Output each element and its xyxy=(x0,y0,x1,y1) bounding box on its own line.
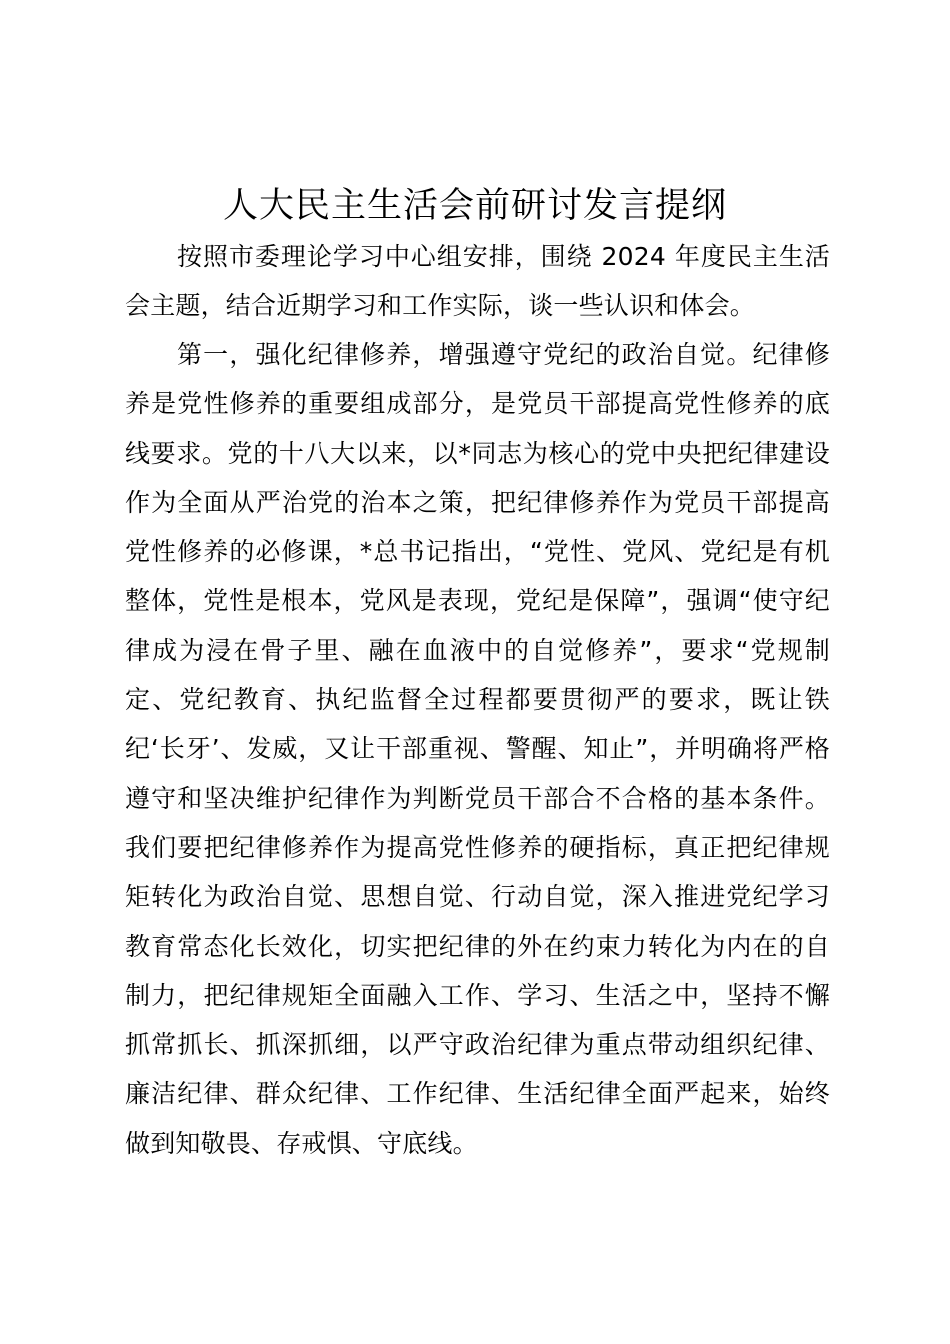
paragraph-intro: 按照市委理论学习中心组安排，围绕 2024 年度民主生活会主题，结合近期学习和工作实际，谈一些认识和体会。 xyxy=(125,242,830,321)
paragraph-first-point: 第一，强化纪律修养，增强遵守党纪的政治自觉。纪律修养是党性修养的重要组成部分，是党员干部提高党性修养的底线要求。党的十八大以来，以*同志为核心的党中央把纪律建设作为全面从严治党的治本之策，把纪律修养作为党员干部提高党性修养的必修课，*总书记指出，“党性、党风、党纪是有机整体，党性是根本，党风是表现，党纪是保障”，强调“使守纪律成为浸在骨子里、融在血液中的自觉修养”，要求“党规制定、党纪教育、执纪监督全过程都要贯彻严的要求，既让铁纪‘长牙’、发威，又让干部重视、警醒、知止”，并明确将严格遵守和坚决维护纪律作为判断党员干部合不合格的基本条件。我们要把纪律修养作为提高党性修养的硬指标，真正把纪律规矩转化为政治自觉、思想自觉、行动自觉，深入推进党纪学习教育常态化长效化，切实把纪律的外在约束力转化为内在的自制力，把纪律规矩全面融入工作、学习、生活之中，坚持不懈抓常抓长、抓深抓细，以严守政治纪律为重点带动组织纪律、廉洁纪律、群众纪律、工作纪律、生活纪律全面严起来，始终做到知敬畏、存戒惧、守底线。 xyxy=(125,340,830,1158)
document-title: 人大民主生活会前研讨发言提纲 xyxy=(222,186,727,226)
